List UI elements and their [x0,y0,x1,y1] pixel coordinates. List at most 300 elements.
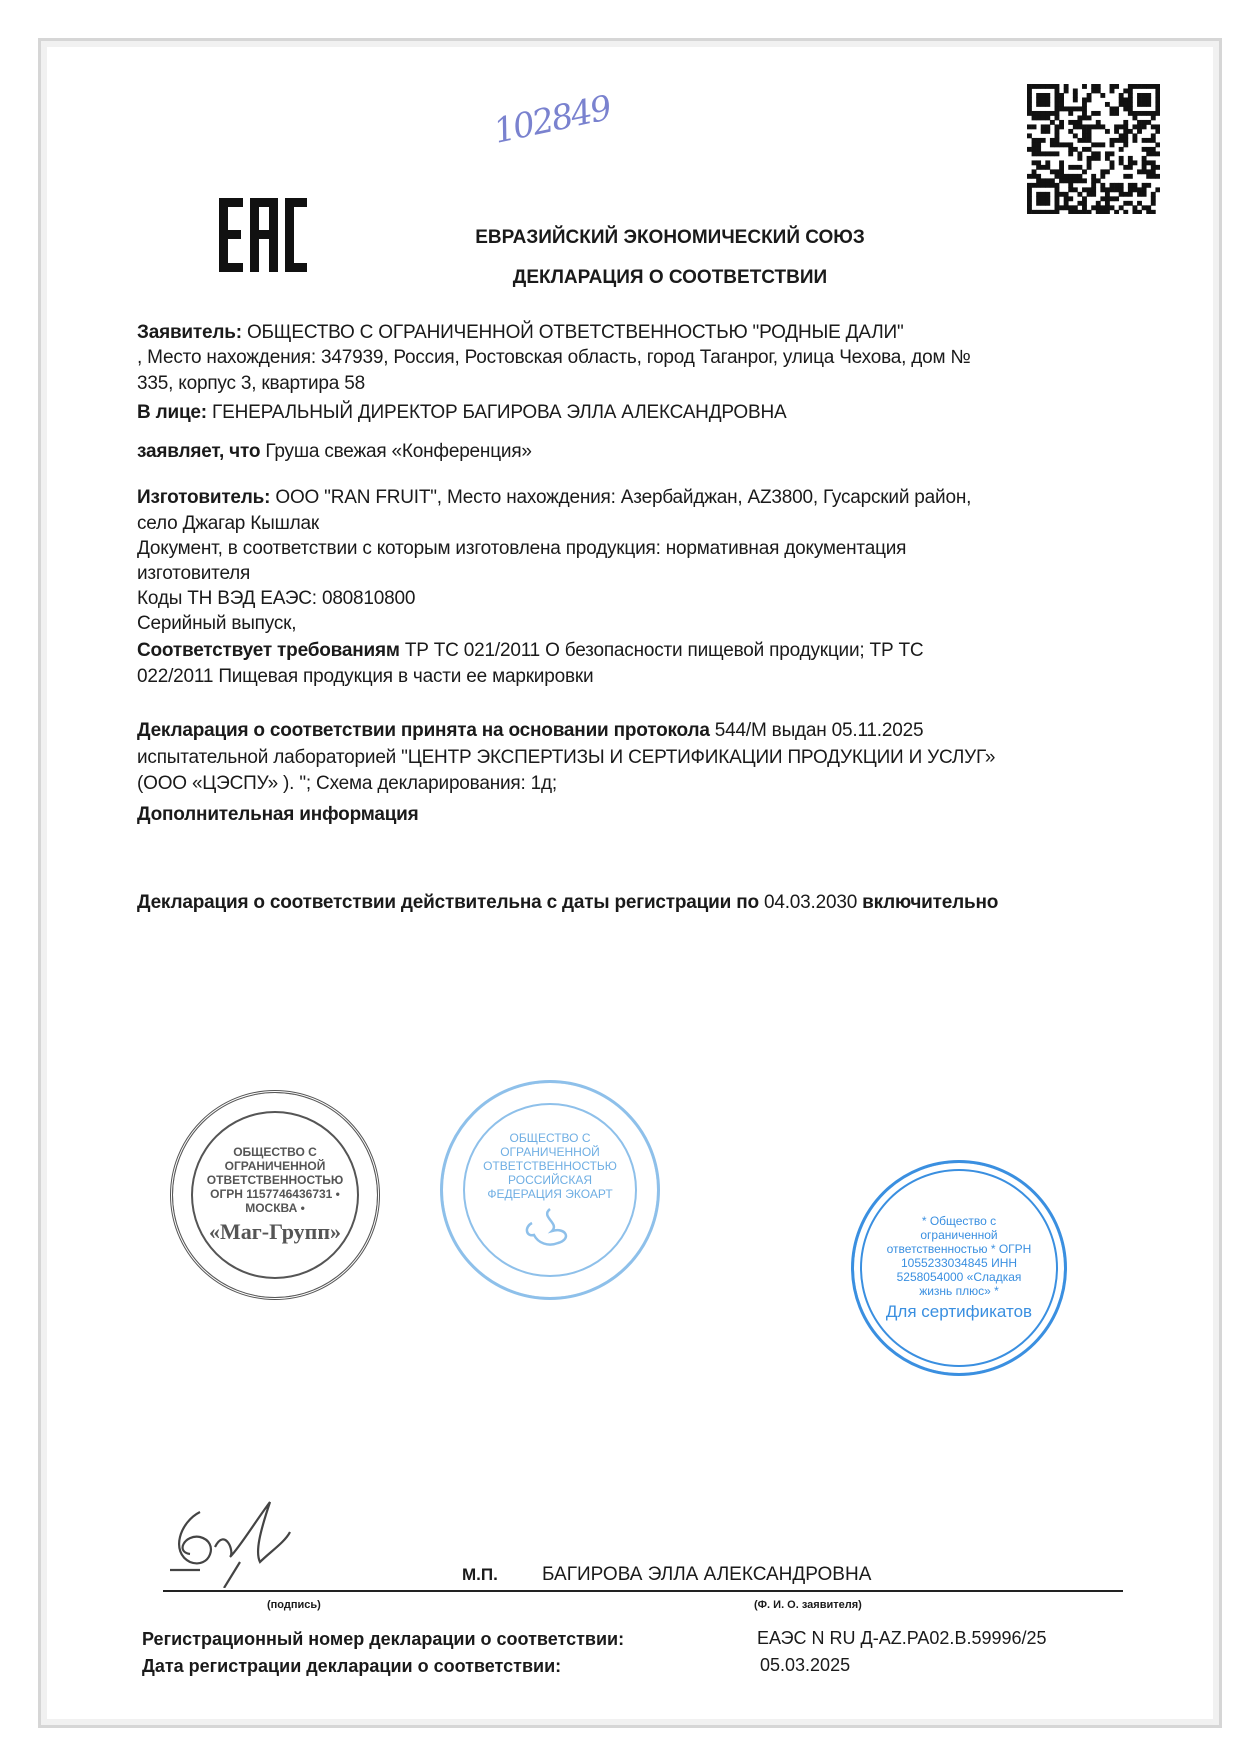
qr-module [1073,187,1078,192]
basis-label: Декларация о соответствии принята на основании протокола [137,720,710,741]
qr-module [1151,115,1156,120]
qr-module [1128,192,1133,197]
qr-module [1059,174,1064,179]
qr-module [1036,142,1041,147]
scan-border [38,38,1222,1728]
qr-module [1055,97,1060,102]
qr-module [1155,165,1160,170]
qr-module [1050,84,1055,89]
qr-module [1082,196,1087,201]
qr-module [1050,210,1055,214]
qr-module [1082,102,1087,107]
qr-module [1119,192,1124,197]
qr-module [1064,88,1069,93]
qr-module [1132,124,1137,129]
qr-module [1082,138,1087,143]
qr-module [1082,124,1087,129]
qr-module [1073,93,1078,98]
qr-module [1091,156,1096,161]
qr-module [1059,124,1064,129]
qr-module [1055,205,1060,210]
qr-module [1087,187,1092,192]
qr-module [1059,178,1064,183]
qr-module [1142,102,1147,107]
qr-module [1059,165,1064,170]
qr-module [1068,196,1073,201]
qr-module [1123,201,1128,206]
person-label: В лице: [137,402,207,423]
qr-module [1077,120,1082,125]
qr-module [1142,97,1147,102]
qr-module [1055,169,1060,174]
qr-module [1151,111,1156,116]
qr-module [1146,138,1151,143]
qr-module [1151,124,1156,129]
qr-module [1128,160,1133,165]
qr-module [1155,151,1160,156]
protocol: 544/М выдан 05.11.2025 [709,720,924,741]
qr-module [1041,201,1046,206]
qr-module [1055,187,1060,192]
qr-module [1077,151,1082,156]
grey-stamp [170,1090,380,1300]
qr-module [1068,165,1073,170]
qr-module [1073,205,1078,210]
qr-module [1091,183,1096,188]
qr-module [1082,129,1087,134]
qr-module [1068,205,1073,210]
qr-module [1036,151,1041,156]
qr-module [1146,102,1151,107]
laboratory: испытательной лабораторией "ЦЕНТР ЭКСПЕРТИЗЫ И СЕРТИФИКАЦИИ ПРОДУКЦИИ И УСЛУГ» [137,747,996,768]
qr-module [1027,111,1032,116]
qr-module [1041,178,1046,183]
qr-module [1050,142,1055,147]
qr-module [1077,178,1082,183]
signature-caption: (подпись) [267,1599,321,1611]
qr-module [1059,205,1064,210]
qr-module [1123,102,1128,107]
qr-module [1055,111,1060,116]
qr-module [1068,151,1073,156]
qr-module [1142,205,1147,210]
qr-module [1091,142,1096,147]
qr-module [1077,210,1082,214]
qr-module [1068,183,1073,188]
qr-module [1146,169,1151,174]
qr-module [1055,102,1060,107]
qr-module [1119,93,1124,98]
qr-module [1123,142,1128,147]
qr-module [1146,160,1151,165]
qr-module [1087,93,1092,98]
conformity-regs-2: 022/2011 Пищевая продукция в части ее маркировки [137,666,594,687]
qr-module [1105,205,1110,210]
qr-module [1059,93,1064,98]
qr-module [1036,210,1041,214]
qr-module [1096,151,1101,156]
lightblue-stamp-ring-text: ОБЩЕСТВО С ОГРАНИЧЕННОЙ ОТВЕТСТВЕННОСТЬЮ РОССИЙСКАЯ ФЕДЕРАЦИЯ ЭКОАРТ [483,1131,617,1201]
qr-module [1128,187,1133,192]
qr-module [1041,97,1046,102]
qr-code [1027,84,1160,214]
qr-module [1073,120,1078,125]
qr-module [1087,138,1092,143]
qr-module [1077,156,1082,161]
manufacturer-address: село Джагар Кышлак [137,513,319,534]
qr-module [1036,196,1041,201]
qr-module [1036,174,1041,179]
qr-module [1110,183,1115,188]
qr-module [1100,205,1105,210]
qr-module [1123,88,1128,93]
qr-module [1055,151,1060,156]
qr-module [1146,205,1151,210]
qr-module [1137,102,1142,107]
qr-module [1073,88,1078,93]
qr-module [1036,97,1041,102]
qr-module [1119,156,1124,161]
qr-module [1032,169,1037,174]
qr-module [1123,124,1128,129]
person-name: ГЕНЕРАЛЬНЫЙ ДИРЕКТОР БАГИРОВА ЭЛЛА АЛЕКСАНДРОВНА [206,402,787,423]
qr-module [1105,192,1110,197]
qr-module [1045,196,1050,201]
qr-module [1041,138,1046,143]
qr-module [1077,174,1082,179]
qr-module [1073,165,1078,170]
qr-module [1100,169,1105,174]
qr-module [1132,205,1137,210]
qr-module [1110,138,1115,143]
qr-module [1110,84,1115,89]
qr-module [1041,210,1046,214]
qr-module [1142,156,1147,161]
qr-module [1151,192,1156,197]
qr-module [1128,102,1133,107]
qr-module [1059,102,1064,107]
qr-module [1100,124,1105,129]
qr-module [1132,138,1137,143]
qr-module [1091,84,1096,89]
qr-module [1055,124,1060,129]
qr-module [1142,165,1147,170]
qr-module [1041,84,1046,89]
qr-module [1036,111,1041,116]
qr-module [1114,138,1119,143]
qr-module [1091,151,1096,156]
qr-module [1100,93,1105,98]
qr-module [1077,165,1082,170]
applicant-address-2: 335, корпус 3, квартира 58 [137,373,365,394]
qr-module [1073,133,1078,138]
qr-module [1045,129,1050,134]
qr-module [1142,187,1147,192]
qr-module [1114,187,1119,192]
qr-module [1155,106,1160,111]
qr-module [1119,160,1124,165]
qr-module [1068,120,1073,125]
qr-module [1123,192,1128,197]
qr-module [1100,196,1105,201]
applicant-line [137,322,903,344]
qr-module [1055,142,1060,147]
qr-module [1073,174,1078,179]
registration-number-label: Регистрационный номер декларации о соответствии: [142,1629,625,1649]
qr-module [1036,93,1041,98]
qr-module [1123,138,1128,143]
qr-module [1091,124,1096,129]
qr-module [1110,111,1115,116]
leaf-icon [520,1205,580,1249]
qr-module [1146,174,1151,179]
qr-module [1045,201,1050,206]
qr-module [1096,124,1101,129]
qr-module [1055,183,1060,188]
qr-module [1087,192,1092,197]
qr-module [1119,205,1124,210]
validity-date: 04.03.2030 [758,892,858,913]
qr-module [1137,124,1142,129]
qr-module [1137,84,1142,89]
qr-module [1114,129,1119,134]
qr-module [1032,160,1037,165]
qr-module [1155,97,1160,102]
qr-module [1064,178,1069,183]
qr-module [1082,133,1087,138]
qr-module [1068,187,1073,192]
qr-module [1082,84,1087,89]
qr-module [1045,97,1050,102]
qr-module [1077,201,1082,206]
qr-module [1142,138,1147,143]
qr-module [1087,160,1092,165]
qr-module [1119,97,1124,102]
qr-module [1059,120,1064,125]
qr-module [1151,151,1156,156]
qr-module [1045,151,1050,156]
qr-module [1059,142,1064,147]
qr-module [1155,93,1160,98]
qr-module [1064,142,1069,147]
qr-module [1137,120,1142,125]
qr-module [1100,174,1105,179]
qr-module [1055,192,1060,197]
manufacturer-label: Изготовитель: [137,487,271,508]
qr-module [1082,201,1087,206]
qr-module [1142,111,1147,116]
qr-module [1096,156,1101,161]
qr-module [1142,120,1147,125]
qr-module [1091,187,1096,192]
qr-module [1055,201,1060,206]
qr-module [1068,210,1073,214]
signature-rule [163,1590,1123,1592]
qr-module [1032,115,1037,120]
qr-module [1155,124,1160,129]
qr-module [1110,196,1115,201]
production-doc-2: изготовителя [137,563,251,584]
qr-module [1128,88,1133,93]
qr-module [1036,165,1041,170]
qr-module [1132,133,1137,138]
qr-module [1064,84,1069,89]
qr-module [1082,178,1087,183]
qr-module [1087,147,1092,152]
qr-module [1119,133,1124,138]
person-line [137,402,786,424]
qr-module [1055,174,1060,179]
qr-module [1027,102,1032,107]
qr-module [1036,160,1041,165]
qr-module [1027,106,1032,111]
qr-module [1073,147,1078,152]
qr-module [1105,169,1110,174]
qr-module [1128,106,1133,111]
qr-module [1155,84,1160,89]
qr-module [1050,138,1055,143]
qr-module [1073,124,1078,129]
qr-module [1068,174,1073,179]
qr-module [1110,106,1115,111]
qr-module [1132,111,1137,116]
qr-module [1096,205,1101,210]
applicant-label: Заявитель: [137,322,242,343]
qr-module [1045,192,1050,197]
qr-module [1036,102,1041,107]
qr-module [1036,147,1041,152]
qr-module [1105,201,1110,206]
qr-module [1151,201,1156,206]
qr-module [1155,174,1160,179]
qr-module [1096,84,1101,89]
name-caption: (Ф. И. О. заявителя) [754,1599,862,1611]
qr-module [1055,88,1060,93]
qr-module [1082,97,1087,102]
qr-module [1064,192,1069,197]
qr-module [1027,187,1032,192]
qr-module [1096,210,1101,214]
conformity-regs: ТР ТС 021/2011 О безопасности пищевой продукции; ТР ТС [399,640,924,661]
qr-module [1041,196,1046,201]
qr-module [1119,124,1124,129]
qr-module [1027,174,1032,179]
qr-module [1151,147,1156,152]
qr-module [1087,156,1092,161]
handwritten-number: 102849 [490,88,614,152]
qr-module [1096,142,1101,147]
qr-module [1064,205,1069,210]
qr-module [1082,106,1087,111]
validity-suffix: включительно [857,892,999,913]
qr-module [1096,120,1101,125]
mp-label: М.П. [462,1565,498,1584]
union-title: ЕВРАЗИЙСКИЙ ЭКОНОМИЧЕСКИЙ СОЮЗ [475,227,865,248]
qr-module [1128,174,1133,179]
qr-module [1123,210,1128,214]
qr-module [1027,133,1032,138]
qr-module [1036,115,1041,120]
qr-module [1142,84,1147,89]
qr-module [1110,205,1115,210]
qr-module [1055,210,1060,214]
qr-module [1032,183,1037,188]
production-doc-1: Документ, в соответствии с которым изготовлена продукция: нормативная документация [137,538,907,559]
qr-module [1027,201,1032,206]
qr-module [1151,174,1156,179]
qr-module [1137,210,1142,214]
qr-module [1091,178,1096,183]
validity-label: Декларация о соответствии действительна с даты регистрации по [137,892,759,913]
qr-module [1027,97,1032,102]
qr-module [1068,111,1073,116]
qr-module [1128,111,1133,116]
qr-module [1114,106,1119,111]
qr-module [1146,84,1151,89]
qr-module [1027,84,1032,89]
tn-ved-codes: Коды ТН ВЭД ЕАЭС: 080810800 [137,588,416,609]
qr-module [1146,151,1151,156]
qr-module [1137,97,1142,102]
qr-module [1132,84,1137,89]
qr-module [1119,187,1124,192]
qr-module [1105,156,1110,161]
qr-module [1032,84,1037,89]
conformity-label: Соответствует требованиям [137,640,400,661]
qr-module [1087,124,1092,129]
qr-module [1114,111,1119,116]
qr-module [1045,93,1050,98]
qr-module [1110,88,1115,93]
qr-module [1036,201,1041,206]
qr-module [1050,169,1055,174]
qr-module [1055,129,1060,134]
qr-module [1059,160,1064,165]
qr-module [1036,178,1041,183]
qr-module [1110,151,1115,156]
qr-module [1137,192,1142,197]
qr-module [1137,187,1142,192]
applicant-name: ОБЩЕСТВО С ОГРАНИЧЕННОЙ ОТВЕТСТВЕННОСТЬЮ "РОДНЫЕ ДАЛИ" [241,322,904,343]
qr-module [1087,115,1092,120]
qr-module [1151,169,1156,174]
qr-module [1128,183,1133,188]
qr-module [1055,196,1060,201]
qr-module [1128,165,1133,170]
qr-module [1137,93,1142,98]
qr-module [1082,111,1087,116]
basis-line [137,720,923,742]
qr-module [1137,169,1142,174]
qr-module [1036,192,1041,197]
applicant-address-1: , Место нахождения: 347939, Россия, Ростовская область, город Таганрог, улица Чехова, дом № [137,347,971,368]
qr-module [1151,138,1156,143]
qr-module [1068,147,1073,152]
qr-module [1146,111,1151,116]
qr-module [1110,160,1115,165]
registration-number: ЕАЭС N RU Д-AZ.PA02.В.59996/25 [757,1628,1047,1648]
lightblue-stamp [440,1080,660,1300]
qr-module [1119,183,1124,188]
qr-module [1146,210,1151,214]
qr-module [1100,187,1105,192]
qr-module [1045,183,1050,188]
qr-module [1105,151,1110,156]
qr-module [1045,165,1050,170]
qr-module [1142,160,1147,165]
qr-module [1027,93,1032,98]
qr-module [1142,147,1147,152]
